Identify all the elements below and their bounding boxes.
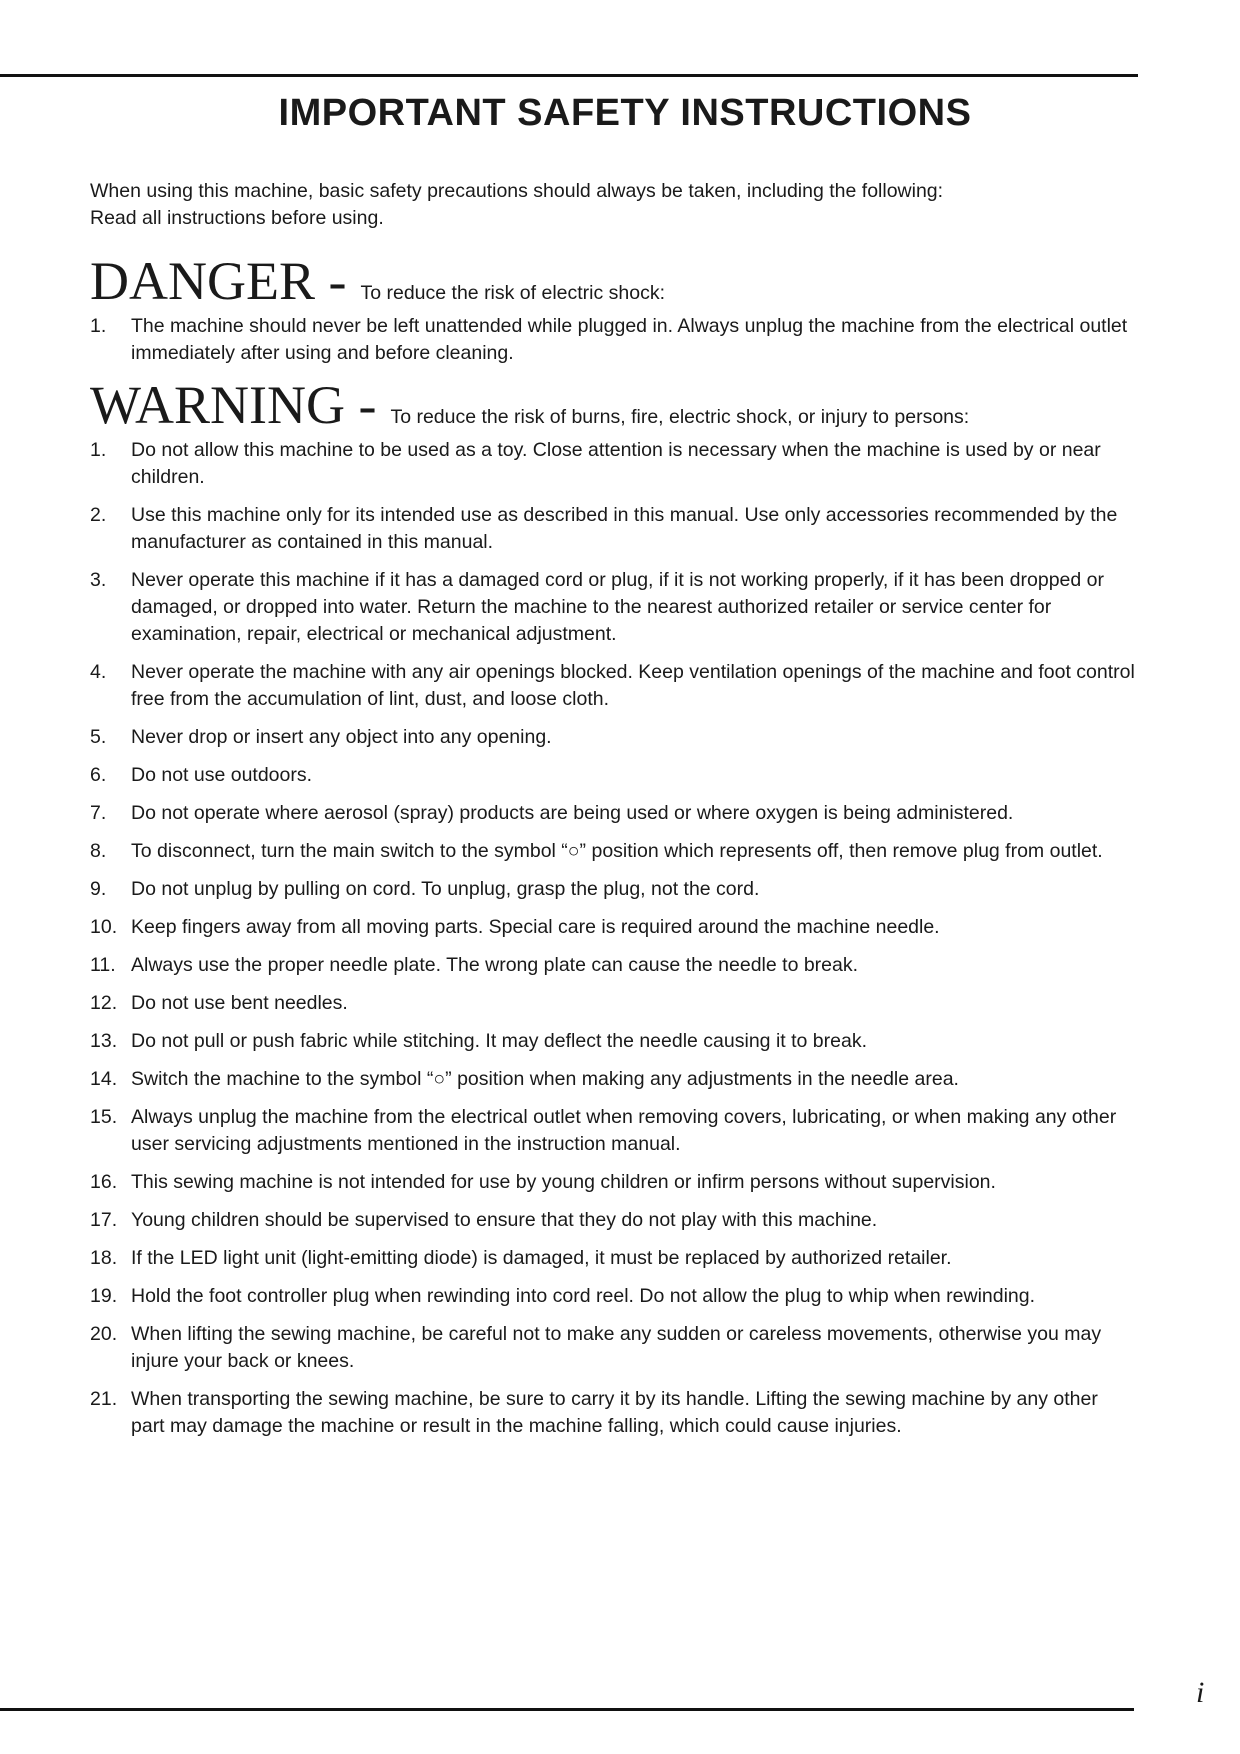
item-number: 12. — [90, 992, 118, 1014]
danger-subheading: To reduce the risk of electric shock: — [360, 282, 666, 304]
item-text: Never operate this machine if it has a damaged cord or plug, if it is not working properly, if it has been dropped or damaged, or dropped into water. Return the machine to the nearest authorized retailer or service center for examination, repair, electrical or mechanical adjustment. — [131, 569, 1104, 645]
item-text: Use this machine only for its intended use as described in this manual. Use only accessories recommended by the manufacturer as contained in this manual. — [131, 504, 1118, 553]
list-item — [90, 1283, 1135, 1310]
list-item — [90, 437, 1135, 491]
item-number: 1. — [90, 315, 107, 337]
item-text: The machine should never be left unattended while plugged in. Always unplug the machine from the electrical outlet immediately after using and before cleaning. — [131, 315, 1128, 364]
list-item — [90, 1207, 1135, 1234]
item-number: 18. — [90, 1247, 118, 1269]
item-text: Switch the machine to the symbol “○” position when making any adjustments in the needle area. — [131, 1068, 959, 1090]
item-text: Do not pull or push fabric while stitching. It may deflect the needle causing it to break. — [131, 1030, 867, 1052]
list-item — [90, 659, 1135, 713]
list-item — [90, 1028, 1135, 1055]
item-number: 14. — [90, 1068, 118, 1090]
danger-list — [90, 313, 1135, 378]
item-number: 1. — [90, 439, 107, 461]
item-text: Keep fingers away from all moving parts. Special care is required around the machine needle. — [131, 916, 940, 938]
item-number: 21. — [90, 1388, 118, 1410]
item-number: 3. — [90, 569, 107, 591]
danger-heading-label: DANGER - — [90, 251, 347, 311]
item-number: 17. — [90, 1209, 118, 1231]
danger-heading — [90, 251, 666, 311]
list-item — [90, 952, 1135, 979]
item-number: 5. — [90, 726, 107, 748]
list-item — [90, 1066, 1135, 1093]
list-item — [90, 567, 1135, 648]
item-text: Hold the foot controller plug when rewinding into cord reel. Do not allow the plug to whip when rewinding. — [131, 1285, 1036, 1307]
list-item — [90, 800, 1135, 827]
item-number: 2. — [90, 504, 107, 526]
list-item — [90, 1245, 1135, 1272]
list-item — [90, 762, 1135, 789]
item-number: 11. — [90, 954, 116, 976]
list-item — [90, 502, 1135, 556]
item-number: 4. — [90, 661, 107, 683]
bottom-rule — [0, 1708, 1134, 1711]
top-rule — [0, 74, 1138, 77]
item-number: 13. — [90, 1030, 118, 1052]
item-number: 20. — [90, 1323, 118, 1345]
warning-heading — [90, 375, 970, 435]
page-title: IMPORTANT SAFETY INSTRUCTIONS — [278, 92, 972, 134]
item-text: Young children should be supervised to ensure that they do not play with this machine. — [131, 1209, 878, 1231]
item-number: 8. — [90, 840, 107, 862]
item-text: When lifting the sewing machine, be careful not to make any sudden or careless movements, otherwise you may injure your back or knees. — [131, 1323, 1102, 1372]
item-text: Do not use outdoors. — [131, 764, 313, 786]
list-item — [90, 990, 1135, 1017]
list-item — [90, 1321, 1135, 1375]
item-number: 16. — [90, 1171, 118, 1193]
item-number: 10. — [90, 916, 118, 938]
item-text: This sewing machine is not intended for use by young children or infirm persons without supervision. — [131, 1171, 996, 1193]
item-text: To disconnect, turn the main switch to the symbol “○” position which represents off, then remove plug from outlet. — [131, 840, 1103, 862]
item-number: 9. — [90, 878, 107, 900]
intro-line: Read all instructions before using. — [90, 207, 384, 229]
list-item — [90, 724, 1135, 751]
warning-subheading: To reduce the risk of burns, fire, electric shock, or injury to persons: — [390, 406, 970, 428]
item-text: Never operate the machine with any air openings blocked. Keep ventilation openings of the machine and foot control free from the accumulation of lint, dust, and loose cloth. — [131, 661, 1135, 710]
item-text: Do not unplug by pulling on cord. To unplug, grasp the plug, not the cord. — [131, 878, 760, 900]
item-text: If the LED light unit (light-emitting diode) is damaged, it must be replaced by authorized retailer. — [131, 1247, 952, 1269]
page-number: i — [1196, 1676, 1205, 1709]
item-text: Always unplug the machine from the electrical outlet when removing covers, lubricating, or when making any other user servicing adjustments mentioned in the instruction manual. — [131, 1106, 1117, 1155]
list-item — [90, 914, 1135, 941]
item-number: 15. — [90, 1106, 118, 1128]
item-text: Never drop or insert any object into any opening. — [131, 726, 552, 748]
list-item — [90, 876, 1135, 903]
list-item — [90, 838, 1135, 865]
item-text: When transporting the sewing machine, be sure to carry it by its handle. Lifting the sewing machine by any other part may damage the machine or result in the machine falling, which could cause injuries. — [131, 1388, 1098, 1437]
item-number: 6. — [90, 764, 107, 786]
item-text: Do not use bent needles. — [131, 992, 348, 1014]
item-number: 7. — [90, 802, 107, 824]
list-item — [90, 313, 1135, 367]
item-number: 19. — [90, 1285, 118, 1307]
intro-line: When using this machine, basic safety precautions should always be taken, including the following: — [90, 180, 944, 202]
list-item — [90, 1104, 1135, 1158]
list-item — [90, 1386, 1135, 1440]
item-text: Always use the proper needle plate. The wrong plate can cause the needle to break. — [131, 954, 859, 976]
intro-text — [90, 178, 943, 232]
list-item — [90, 1169, 1135, 1196]
warning-heading-label: WARNING - — [90, 375, 377, 435]
item-text: Do not allow this machine to be used as a toy. Close attention is necessary when the machine is used by or near children. — [131, 439, 1101, 488]
item-text: Do not operate where aerosol (spray) products are being used or where oxygen is being administered. — [131, 802, 1014, 824]
warning-list — [90, 437, 1135, 1451]
